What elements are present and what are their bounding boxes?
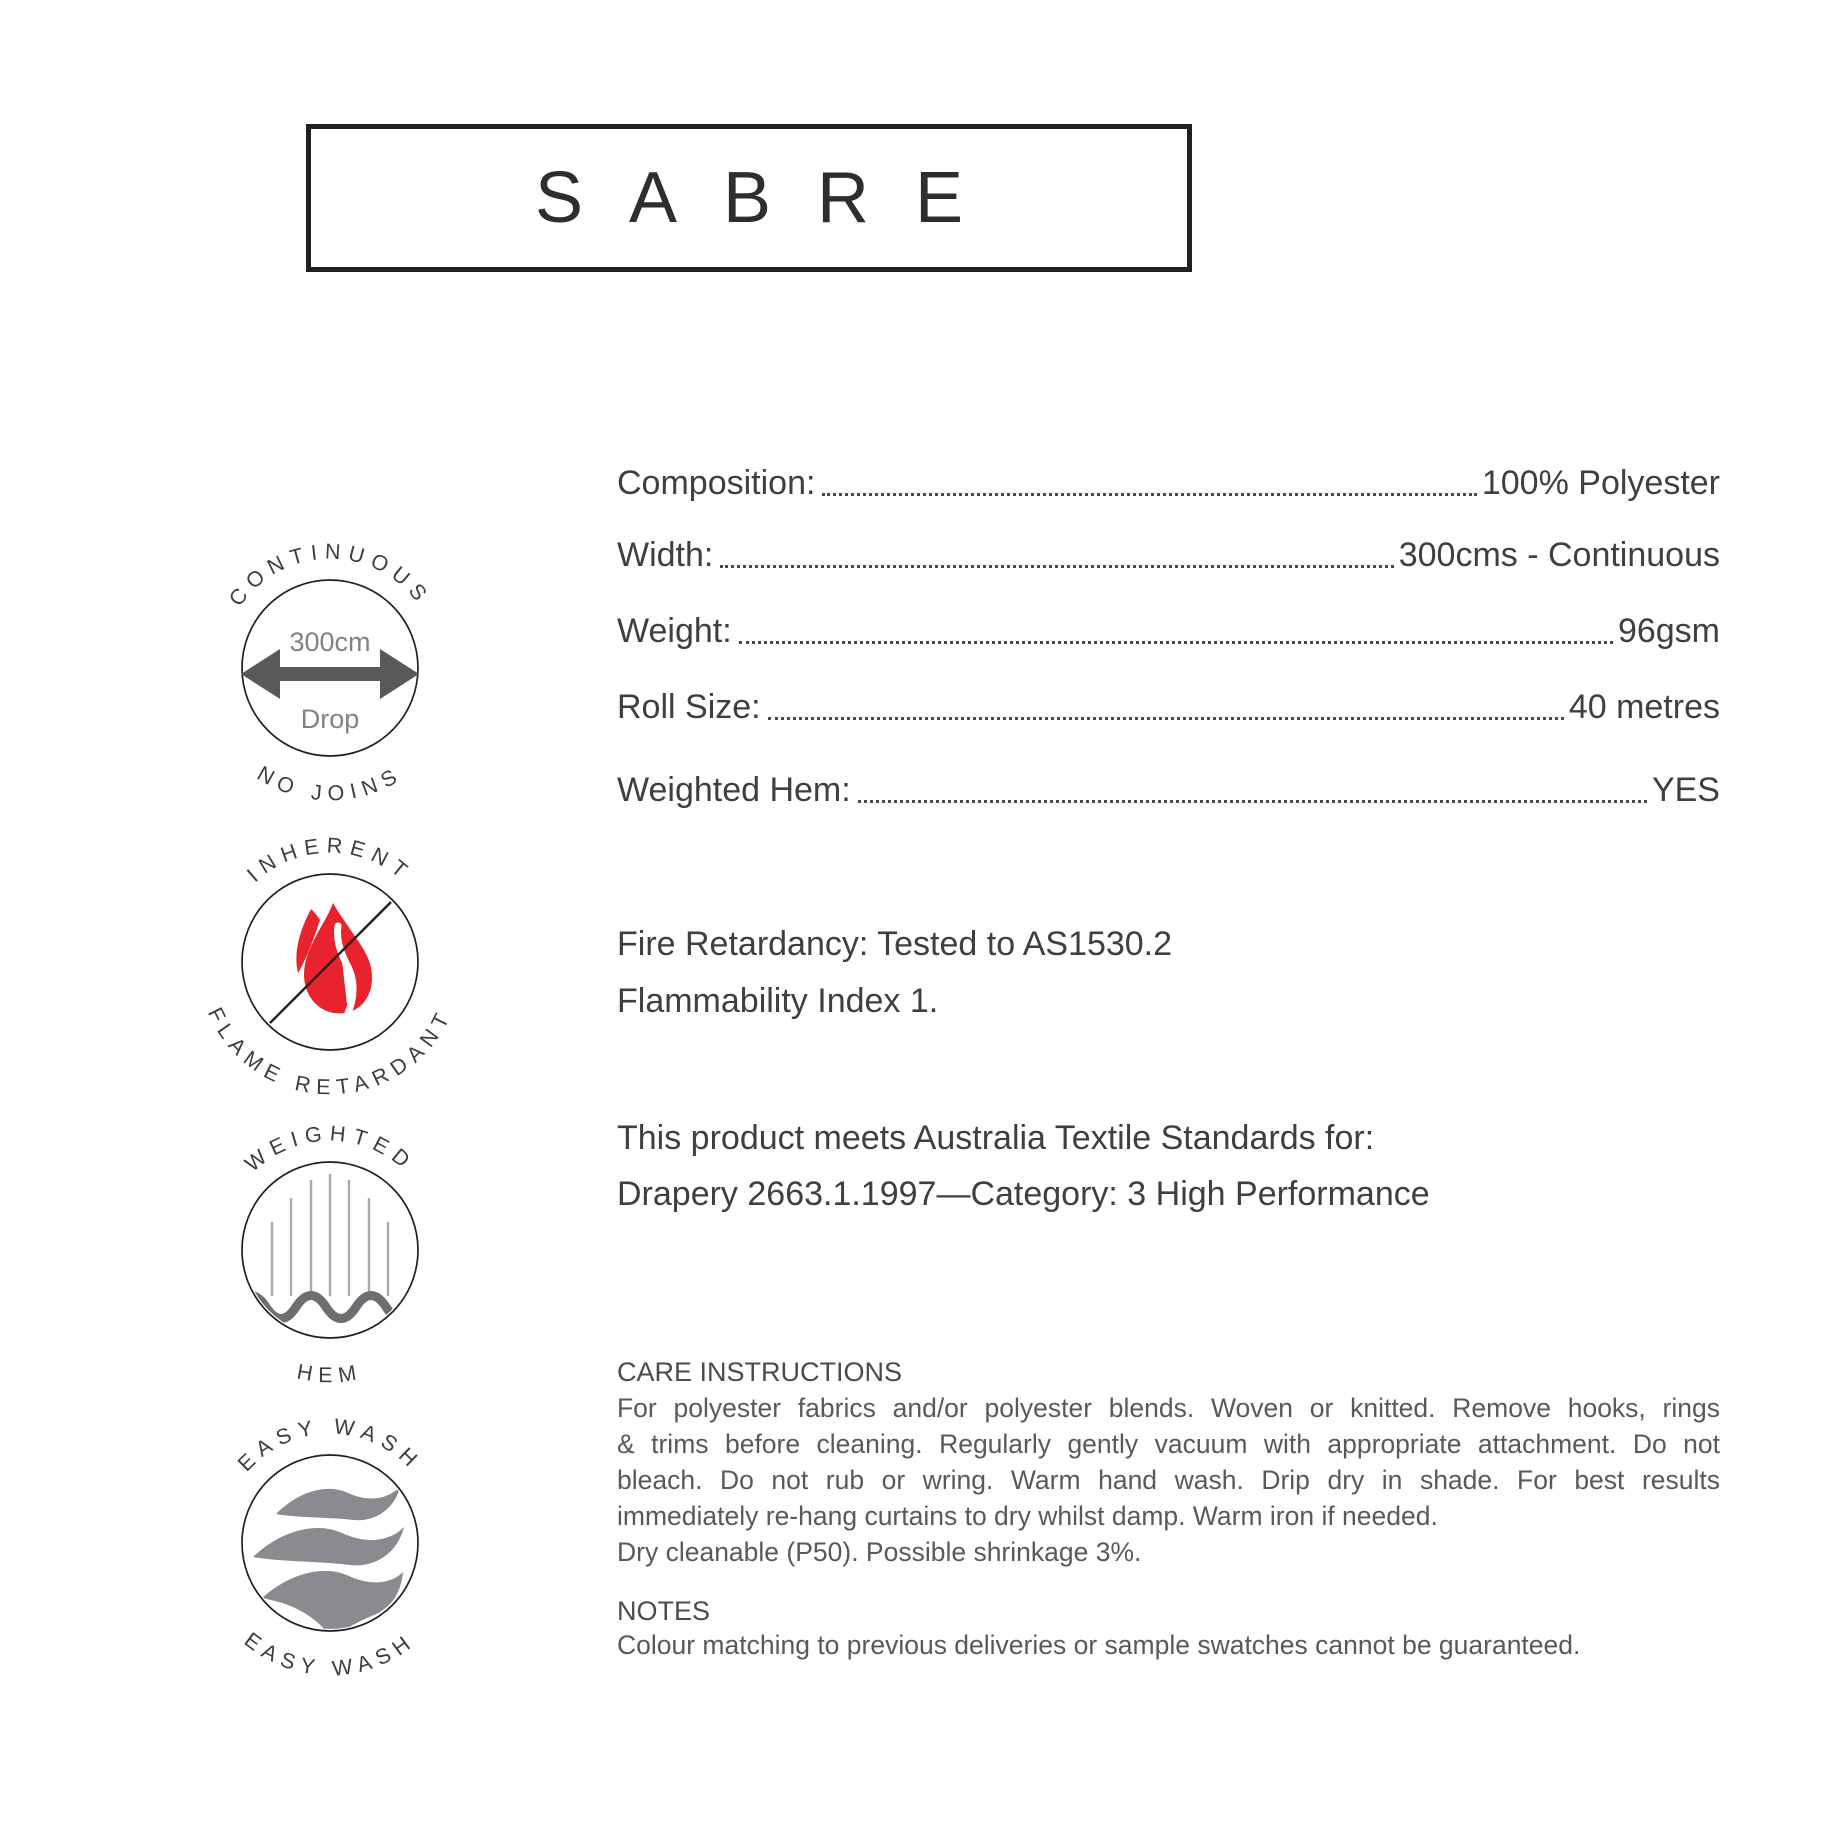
notes-body: Colour matching to previous deliveries or sample swatches cannot be guaranteed. xyxy=(617,1630,1581,1660)
spec-label: Weight: xyxy=(617,612,732,650)
spec-row-weighted-hem xyxy=(617,764,1720,810)
spec-row-width xyxy=(617,529,1720,575)
spec-value: 96gsm xyxy=(1617,612,1720,650)
curtain-fold-lines xyxy=(272,1174,388,1296)
standards-line-1: This product meets Australia Textile Standards for: xyxy=(617,1119,1375,1157)
spec-row-roll-size xyxy=(617,681,1720,727)
leader-dots xyxy=(720,565,1393,568)
badge-top-text: WEIGHTED xyxy=(240,1121,420,1177)
badge-top-text: EASY WASH xyxy=(233,1414,427,1477)
weighted-hem-icon xyxy=(180,1100,480,1400)
badge-bottom-text: FLAME RETARDANT xyxy=(202,1003,458,1100)
flame-retardant-icon xyxy=(180,812,480,1112)
flammability-line: Flammability Index 1. xyxy=(617,982,939,1020)
care-instructions-heading: CARE INSTRUCTIONS xyxy=(617,1357,903,1387)
spec-label: Composition: xyxy=(617,464,816,502)
spec-value: 300cms - Continuous xyxy=(1398,536,1720,574)
spec-value: YES xyxy=(1651,771,1720,809)
care-line: For polyester fabrics and/or polyester blends. Woven or knitted. Remove hooks, rings xyxy=(617,1393,1720,1423)
leader-dots xyxy=(768,717,1564,720)
standards-line-2: Drapery 2663.1.1997—Category: 3 High Performance xyxy=(617,1175,1430,1213)
care-line: bleach. Do not rub or wring. Warm hand wash. Drip dry in shade. For best results xyxy=(617,1465,1720,1495)
care-instructions-body xyxy=(617,1390,1720,1570)
spec-label: Width: xyxy=(617,536,714,574)
wash-waves xyxy=(253,1487,404,1641)
fire-retardancy-line: Fire Retardancy: Tested to AS1530.2 xyxy=(617,925,1173,963)
notes-heading: NOTES xyxy=(617,1596,711,1626)
spec-label: Roll Size: xyxy=(617,688,761,726)
spec-label: Weighted Hem: xyxy=(617,771,851,809)
page-title: SABRE xyxy=(534,158,1010,238)
leader-dots xyxy=(739,641,1613,644)
leader-dots xyxy=(858,800,1647,803)
badge-top-text: CONTINUOUS xyxy=(224,539,436,611)
spec-value: 100% Polyester xyxy=(1481,464,1720,502)
badge-bottom-text: NO JOINS xyxy=(253,761,407,806)
spec-value: 40 metres xyxy=(1568,688,1720,726)
width-label: 300cm xyxy=(289,627,371,657)
easy-wash-icon xyxy=(180,1393,480,1693)
drop-label: Drop xyxy=(300,704,360,734)
care-line: & trims before cleaning. Regularly gently vacuum with appropriate attachment. Do not xyxy=(617,1429,1720,1459)
care-line: immediately re-hang curtains to dry whilst damp. Warm iron if needed. xyxy=(617,1501,1438,1531)
spec-row-composition xyxy=(617,457,1720,503)
continuous-no-joins-icon xyxy=(180,518,480,818)
badge-bottom-text: HEM xyxy=(295,1359,365,1388)
badge-bottom-text: EASY WASH xyxy=(239,1627,421,1681)
care-line: Dry cleanable (P50). Possible shrinkage 3%. xyxy=(617,1537,1142,1567)
title-box xyxy=(306,124,1192,272)
leader-dots xyxy=(822,493,1476,496)
badge-top-text: INHERENT xyxy=(242,833,418,887)
spec-row-weight xyxy=(617,605,1720,651)
